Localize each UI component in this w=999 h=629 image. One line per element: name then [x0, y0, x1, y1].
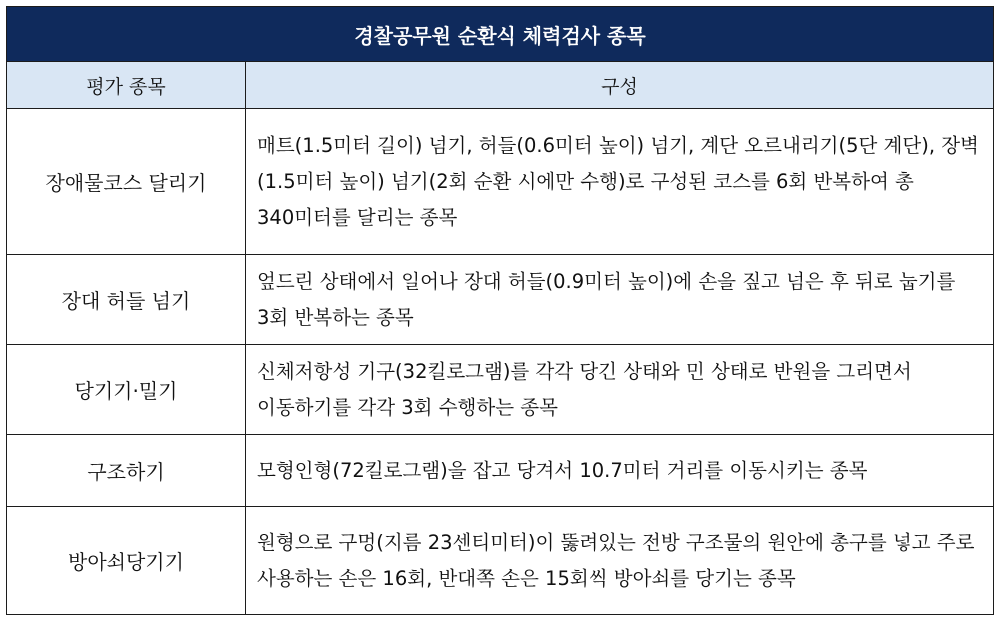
event-description: 신체저항성 기구(32킬로그램)를 각각 당긴 상태와 민 상태로 반원을 그리면서 이동하기를 각각 3회 수행하는 종목 [246, 345, 994, 435]
fitness-test-table [6, 6, 994, 615]
event-name: 장대 허들 넘기 [7, 255, 246, 345]
event-name: 구조하기 [7, 435, 246, 507]
event-name: 당기기·밀기 [7, 345, 246, 435]
table-title: 경찰공무원 순환식 체력검사 종목 [7, 7, 994, 62]
title-row [7, 7, 994, 62]
document-area [6, 6, 993, 615]
header-row [7, 62, 994, 109]
event-description: 원형으로 구멍(지름 23센티미터)이 뚫려있는 전방 구조물의 원안에 총구를 넣고 주로 사용하는 손은 16회, 반대쪽 손은 15회씩 방아쇠를 당기는 종목 [246, 507, 994, 615]
table-row [7, 345, 994, 435]
table-row [7, 255, 994, 345]
header-event: 평가 종목 [7, 62, 246, 109]
event-description: 매트(1.5미터 길이) 넘기, 허들(0.6미터 높이) 넘기, 계단 오르내리기(5단 계단), 장벽(1.5미터 높이) 넘기(2회 순환 시에만 수행)로 구성된 코스를 6회 반복하여 총 340미터를 달리는 종목 [246, 109, 994, 255]
event-name: 장애물코스 달리기 [7, 109, 246, 255]
event-name: 방아쇠당기기 [7, 507, 246, 615]
event-description: 엎드린 상태에서 일어나 장대 허들(0.9미터 높이)에 손을 짚고 넘은 후 뒤로 눕기를 3회 반복하는 종목 [246, 255, 994, 345]
table-row [7, 109, 994, 255]
event-description: 모형인형(72킬로그램)을 잡고 당겨서 10.7미터 거리를 이동시키는 종목 [246, 435, 994, 507]
table-row [7, 435, 994, 507]
table-row [7, 507, 994, 615]
header-composition: 구성 [246, 62, 994, 109]
